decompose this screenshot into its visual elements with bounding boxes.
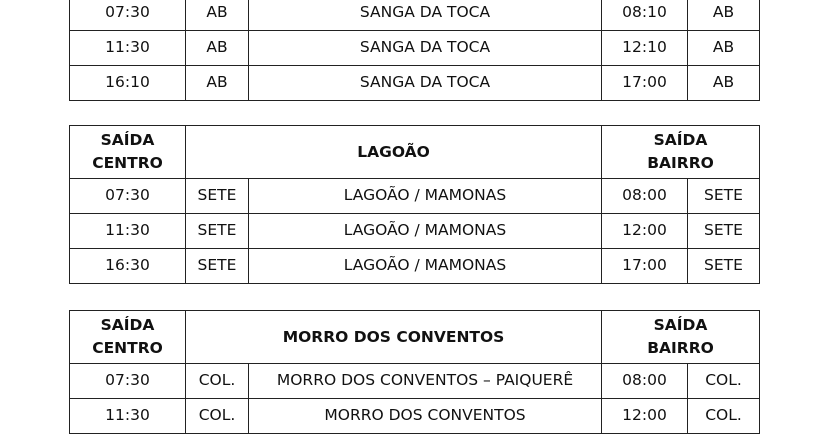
saida-centro-header bbox=[70, 126, 186, 179]
operator-code: SETE bbox=[186, 249, 249, 284]
header-line: CENTRO bbox=[92, 154, 163, 172]
saida-bairro-header bbox=[602, 126, 760, 179]
operator-code: AB bbox=[688, 66, 760, 101]
departure-bairro-time: 12:10 bbox=[602, 31, 688, 66]
header-line: BAIRRO bbox=[647, 339, 714, 357]
saida-centro-header bbox=[70, 311, 186, 364]
table-row bbox=[70, 364, 760, 399]
table-row bbox=[70, 249, 760, 284]
operator-code: COL. bbox=[688, 364, 760, 399]
operator-code: AB bbox=[688, 31, 760, 66]
route-name: LAGOÃO / MAMONAS bbox=[249, 249, 602, 284]
departure-centro-time: 07:30 bbox=[70, 0, 186, 31]
departure-bairro-time: 08:00 bbox=[602, 364, 688, 399]
operator-code: SETE bbox=[186, 179, 249, 214]
operator-code: COL. bbox=[688, 399, 760, 434]
departure-centro-time: 16:10 bbox=[70, 66, 186, 101]
departure-bairro-time: 17:00 bbox=[602, 249, 688, 284]
operator-code: SETE bbox=[688, 214, 760, 249]
departure-bairro-time: 12:00 bbox=[602, 214, 688, 249]
operator-code: SETE bbox=[688, 179, 760, 214]
table-header-row bbox=[70, 126, 760, 179]
route-name: MORRO DOS CONVENTOS – PAIQUERÊ bbox=[249, 364, 602, 399]
table-row bbox=[70, 66, 760, 101]
header-line: SAÍDA bbox=[100, 131, 155, 149]
schedule-table-lagoao bbox=[69, 125, 760, 284]
header-line: SAÍDA bbox=[100, 316, 155, 334]
route-name: LAGOÃO / MAMONAS bbox=[249, 214, 602, 249]
header-line: BAIRRO bbox=[647, 154, 714, 172]
table-row bbox=[70, 31, 760, 66]
schedule-table-sanga-da-toca bbox=[69, 0, 760, 101]
operator-code: AB bbox=[186, 0, 249, 31]
departure-centro-time: 11:30 bbox=[70, 31, 186, 66]
departure-centro-time: 11:30 bbox=[70, 214, 186, 249]
operator-code: COL. bbox=[186, 364, 249, 399]
operator-code: SETE bbox=[688, 249, 760, 284]
route-title: MORRO DOS CONVENTOS bbox=[186, 311, 602, 364]
departure-bairro-time: 08:00 bbox=[602, 179, 688, 214]
route-name: SANGA DA TOCA bbox=[249, 31, 602, 66]
operator-code: COL. bbox=[186, 399, 249, 434]
table-header-row bbox=[70, 311, 760, 364]
departure-bairro-time: 12:00 bbox=[602, 399, 688, 434]
route-name: SANGA DA TOCA bbox=[249, 0, 602, 31]
schedule-table-morro-dos-conventos bbox=[69, 310, 760, 434]
departure-centro-time: 16:30 bbox=[70, 249, 186, 284]
operator-code: AB bbox=[688, 0, 760, 31]
header-line: SAÍDA bbox=[653, 131, 708, 149]
route-title: LAGOÃO bbox=[186, 126, 602, 179]
saida-bairro-header bbox=[602, 311, 760, 364]
route-name: SANGA DA TOCA bbox=[249, 66, 602, 101]
route-name: MORRO DOS CONVENTOS bbox=[249, 399, 602, 434]
operator-code: SETE bbox=[186, 214, 249, 249]
departure-centro-time: 07:30 bbox=[70, 179, 186, 214]
departure-bairro-time: 17:00 bbox=[602, 66, 688, 101]
table-row bbox=[70, 179, 760, 214]
table-row bbox=[70, 0, 760, 31]
departure-centro-time: 11:30 bbox=[70, 399, 186, 434]
header-line: SAÍDA bbox=[653, 316, 708, 334]
table-row bbox=[70, 399, 760, 434]
operator-code: AB bbox=[186, 66, 249, 101]
operator-code: AB bbox=[186, 31, 249, 66]
departure-bairro-time: 08:10 bbox=[602, 0, 688, 31]
table-row bbox=[70, 214, 760, 249]
route-name: LAGOÃO / MAMONAS bbox=[249, 179, 602, 214]
departure-centro-time: 07:30 bbox=[70, 364, 186, 399]
header-line: CENTRO bbox=[92, 339, 163, 357]
